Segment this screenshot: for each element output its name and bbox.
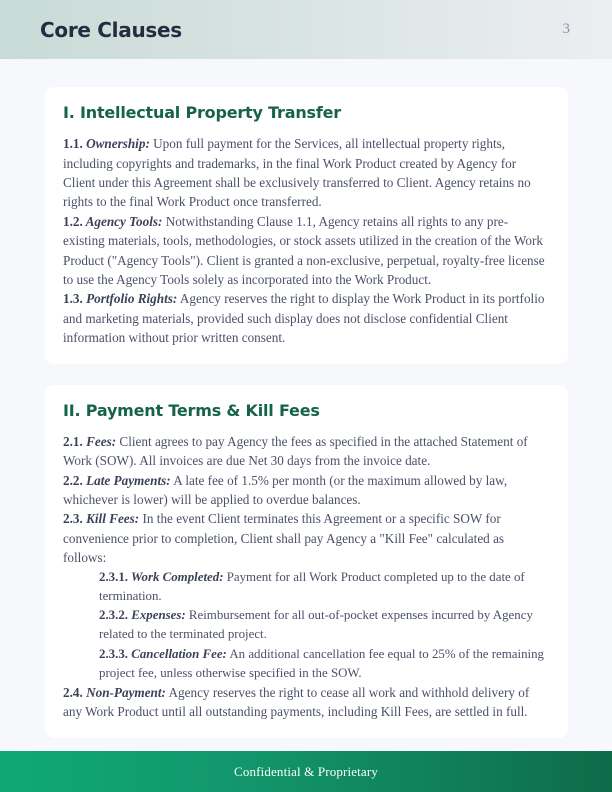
clause-term: Kill Fees: — [82, 511, 140, 527]
subclause-number: 2.3.1. — [99, 569, 129, 584]
clause — [63, 289, 548, 347]
clause-term: Portfolio Rights: — [82, 291, 178, 307]
subclause-number: 2.3.2. — [99, 608, 129, 623]
clause-number: 2.1. — [63, 433, 83, 449]
clause — [63, 212, 548, 290]
section-card — [45, 385, 568, 738]
clause-term: Ownership: — [82, 136, 150, 152]
clause — [63, 683, 548, 722]
page-number: 3 — [562, 21, 570, 37]
subclause — [99, 645, 548, 683]
clause-body: A late fee of 1.5% per month (or the maximum allowed by law, whichever is lower) will be applied to overdue balances. — [63, 472, 508, 508]
clause-term: Non-Payment: — [82, 684, 166, 700]
document-content — [0, 59, 612, 751]
subclause-body: Payment for all Work Product completed up to the date of termination. — [99, 569, 525, 603]
clause-number: 2.3. — [63, 511, 83, 527]
section-heading: II. Payment Terms & Kill Fees — [63, 400, 320, 420]
clause-body: Upon full payment for the Services, all intellectual property rights, including copyrights and trademarks, in the final Work Product created by Agency for Client under this Agreement shall be exclusively transferred to Client. Agency retains no rights to the final Work Product once transferred. — [63, 136, 531, 210]
footer-confidentiality-text: Confidential & Proprietary — [234, 763, 378, 779]
clause-body: Client agrees to pay Agency the fees as specified in the attached Statement of Work (SOW). All invoices are due Net 30 days from the invoice date. — [63, 433, 528, 469]
clause — [63, 471, 548, 510]
clause-number: 1.3. — [63, 291, 83, 307]
clause — [63, 509, 548, 567]
subclause-term: Expenses: — [128, 608, 186, 623]
clause-term: Fees: — [82, 433, 117, 449]
subclause-number: 2.3.3. — [99, 646, 129, 661]
clause-number: 1.1. — [63, 136, 83, 152]
clause-body: Notwithstanding Clause 1.1, Agency retains all rights to any pre-existing materials, tools, methodologies, or stock assets utilized in the creation of the Work Product ("Agency Tools"). Client is granted a non-exclusive, perpetual, royalty-free license to use the Agency Tools solely as incorporated into the Work Product. — [63, 213, 545, 288]
subclause-term: Cancellation Fee: — [128, 646, 227, 661]
page-header — [0, 0, 612, 59]
clause-term: Agency Tools: — [82, 213, 163, 229]
clause — [63, 134, 548, 212]
clause-number: 2.2. — [63, 472, 83, 488]
subclause-term: Work Completed: — [128, 569, 224, 584]
clause-body: In the event Client terminates this Agreement or a specific SOW for convenience prior to completion, Client shall pay Agency a "Kill Fee" calculated as follows: — [63, 511, 505, 566]
subclause-body: An additional cancellation fee equal to 25% of the remaining project fee, unless otherwise specified in the SOW. — [99, 646, 544, 680]
section-heading: I. Intellectual Property Transfer — [63, 103, 341, 122]
clause-body: Agency reserves the right to display the Work Product in its portfolio and marketing materials, provided such display does not disclose confidential Client information without prior written consent. — [63, 291, 545, 346]
clause-number: 2.4. — [63, 684, 83, 700]
clause-body: Agency reserves the right to cease all work and withhold delivery of any Work Product until all outstanding payments, including Kill Fees, are settled in full. — [63, 684, 530, 720]
page-title: Core Clauses — [40, 17, 182, 42]
clause-number: 1.2. — [63, 213, 83, 229]
clause-term: Late Payments: — [82, 472, 171, 488]
sections-container — [45, 87, 568, 738]
subclause — [99, 606, 548, 644]
section-card — [45, 87, 568, 364]
subclause — [99, 568, 548, 606]
subclause-body: Reimbursement for all out-of-pocket expenses incurred by Agency related to the terminated project. — [99, 608, 533, 642]
clause — [63, 432, 548, 471]
subclause-list — [63, 568, 548, 683]
page-footer — [0, 751, 612, 792]
